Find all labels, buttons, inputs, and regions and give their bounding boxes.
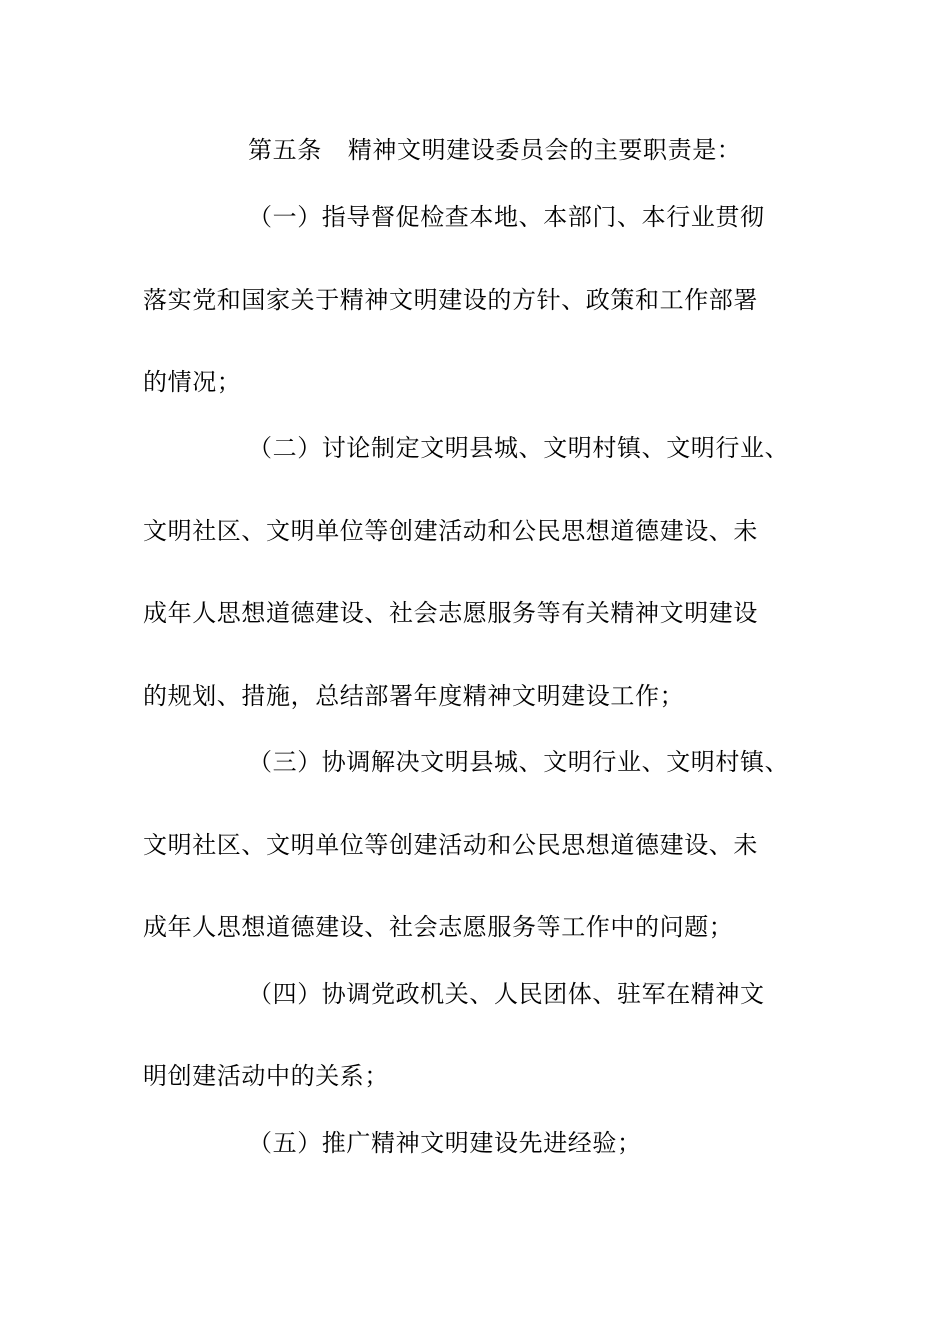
paragraph-line: （二）讨论制定文明县城、文明村镇、文明行业、: [248, 434, 790, 462]
paragraph-line: 明创建活动中的关系；: [143, 1062, 389, 1090]
paragraph-line: 成年人思想道德建设、社会志愿服务等有关精神文明建设: [143, 599, 758, 627]
paragraph-line: 的情况；: [143, 368, 242, 396]
paragraph-line: 落实党和国家关于精神文明建设的方针、政策和工作部署: [143, 286, 758, 314]
paragraph-line: （五）推广精神文明建设先进经验；: [248, 1129, 642, 1157]
paragraph-line: （一）指导督促检查本地、本部门、本行业贯彻: [248, 203, 765, 231]
article-heading: [248, 130, 741, 170]
paragraph-line: 文明社区、文明单位等创建活动和公民思想道德建设、未: [143, 517, 758, 545]
paragraph-line: （三）协调解决文明县城、文明行业、文明村镇、: [248, 748, 790, 776]
paragraph-line: 成年人思想道德建设、社会志愿服务等工作中的问题；: [143, 913, 734, 941]
paragraph-line: （四）协调党政机关、人民团体、驻军在精神文: [248, 980, 765, 1008]
article-heading-text: 精神文明建设委员会的主要职责是：: [347, 136, 742, 164]
paragraph-line: 文明社区、文明单位等创建活动和公民思想道德建设、未: [143, 831, 758, 859]
paragraph-line: 的规划、措施，总结部署年度精神文明建设工作；: [143, 682, 685, 710]
article-number: 第五条: [248, 136, 322, 164]
